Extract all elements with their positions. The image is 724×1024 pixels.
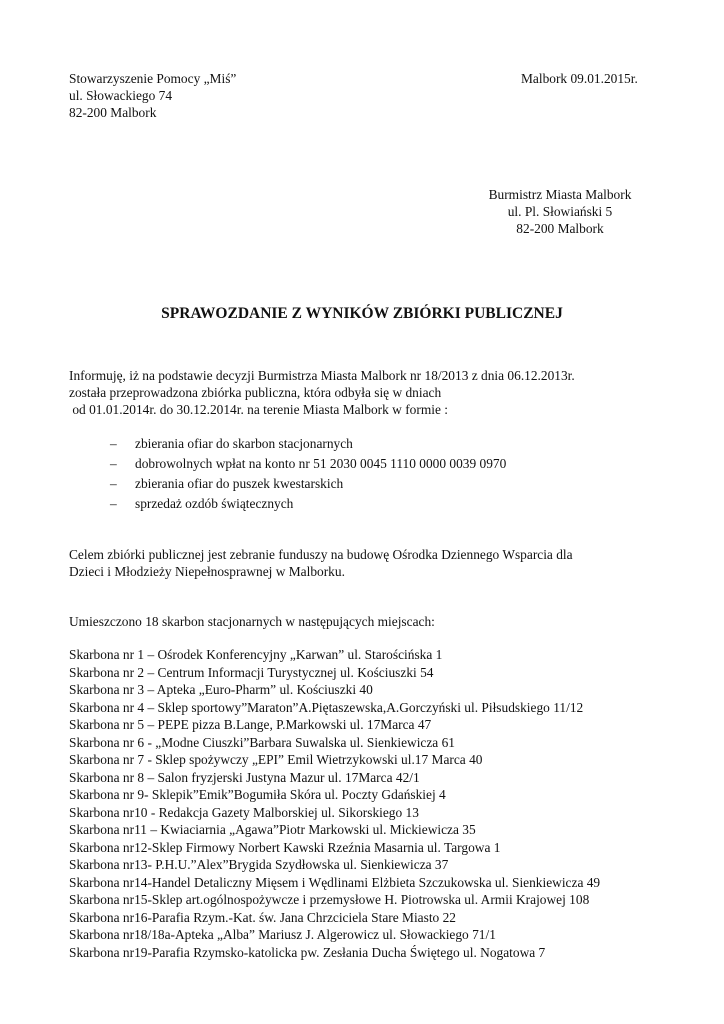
purpose-paragraph: [69, 546, 573, 580]
list-item-text: zbierania ofiar do puszek kwestarskich: [135, 476, 344, 491]
list-item: [100, 434, 506, 454]
dash-bullet: –: [110, 496, 117, 511]
dash-bullet: –: [110, 476, 117, 491]
intro-line: od 01.01.2014r. do 30.12.2014r. na terenie Miasta Malbork w formie :: [69, 402, 448, 417]
list-item-text: zbierania ofiar do skarbon stacjonarnych: [135, 436, 353, 451]
document-date: Malbork 09.01.2015r.: [521, 71, 638, 86]
recipient-name: Burmistrz Miasta Malbork: [488, 187, 632, 202]
boxes-intro: Umieszczono 18 skarbon stacjonarnych w następujących miejscach:: [69, 614, 435, 629]
intro-paragraph: [69, 367, 575, 418]
box-item: Skarbona nr15-Sklep art.ogólnospożywcze i przemysłowe H. Piotrowska ul. Armii Krajowej 108: [69, 892, 590, 907]
purpose-line: Dzieci i Młodzieży Niepełnosprawnej w Malborku.: [69, 564, 345, 579]
box-item: Skarbona nr16-Parafia Rzym.-Kat. św. Jana Chrzciciela Stare Miasto 22: [69, 909, 456, 925]
recipient-street: ul. Pl. Słowiański 5: [507, 204, 613, 219]
box-item: Skarbona nr 1 – Ośrodek Konferencyjny „Karwan” ul. Starościńska 1: [69, 647, 443, 662]
dash-bullet: –: [110, 456, 117, 471]
box-item: Skarbona nr12-Sklep Firmowy Norbert Kawski Rzeźnia Masarnia ul. Targowa 1: [69, 839, 501, 855]
box-item: Skarbona nr 2 – Centrum Informacji Turystycznej ul. Kościuszki 54: [69, 664, 434, 680]
box-item: Skarbona nr 3 – Apteka „Euro-Pharm” ul. Kościuszki 40: [69, 682, 373, 697]
box-item: Skarbona nr 7 - Sklep spożywczy „EPI” Emil Wietrzykowski ul.17 Marca 40: [69, 752, 483, 767]
collection-forms-list: [100, 434, 506, 514]
sender-name: Stowarzyszenie Pomocy „Miś”: [69, 71, 237, 86]
sender-street: ul. Słowackiego 74: [69, 88, 173, 103]
purpose-line: Celem zbiórki publicznej jest zebranie funduszy na budowę Ośrodka Dziennego Wsparcia dla: [69, 547, 573, 562]
box-item: Skarbona nr 8 – Salon fryzjerski Justyna Mazur ul. 17Marca 42/1: [69, 769, 420, 785]
box-item: Skarbona nr 6 - „Modne Ciuszki”Barbara Suwalska ul. Sienkiewicza 61: [69, 734, 455, 750]
box-item: Skarbona nr10 - Redakcja Gazety Malborskiej ul. Sikorskiego 13: [69, 804, 419, 820]
boxes-list: [69, 646, 600, 961]
box-item: Skarbona nr 4 – Sklep sportowy”Maraton”A.Piętaszewska,A.Gorczyński ul. Piłsudskiego 11/12: [69, 699, 584, 715]
box-item: Skarbona nr 9- Sklepik”Emik”Bogumiła Skóra ul. Poczty Gdańskiej 4: [69, 787, 446, 802]
recipient-city: 82-200 Malbork: [516, 221, 604, 236]
box-item: Skarbona nr 5 – PEPE pizza B.Lange, P.Markowski ul. 17Marca 47: [69, 717, 432, 732]
box-item: Skarbona nr19-Parafia Rzymsko-katolicka pw. Zesłania Ducha Świętego ul. Nogatowa 7: [69, 944, 546, 960]
sender-city: 82-200 Malbork: [69, 105, 157, 120]
list-item: [100, 494, 506, 514]
intro-line: Informuję, iż na podstawie decyzji Burmistrza Miasta Malbork nr 18/2013 z dnia 06.12.2013r.: [69, 368, 575, 383]
intro-line: została przeprowadzona zbiórka publiczna, która odbyła się w dniach: [69, 385, 442, 400]
box-item: Skarbona nr13- P.H.U.”Alex”Brygida Szydłowska ul. Sienkiewicza 37: [69, 857, 449, 872]
sender-address: [69, 70, 236, 121]
box-item: Skarbona nr14-Handel Detaliczny Mięsem i Wędlinami Elżbieta Szczukowska ul. Sienkiewicza 49: [69, 874, 601, 890]
box-item: Skarbona nr11 – Kwiaciarnia „Agawa”Piotr Markowski ul. Mickiewicza 35: [69, 822, 476, 837]
box-item: Skarbona nr18/18a-Apteka „Alba” Mariusz J. Algerowicz ul. Słowackiego 71/1: [69, 927, 496, 942]
list-item: [100, 474, 506, 494]
recipient-address: [471, 186, 649, 237]
list-item: [100, 454, 506, 474]
document-title: SPRAWOZDANIE Z WYNIKÓW ZBIÓRKI PUBLICZNEJ: [161, 305, 563, 322]
list-item-text: sprzedaż ozdób świątecznych: [135, 496, 294, 511]
dash-bullet: –: [110, 436, 117, 451]
list-item-text: dobrowolnych wpłat na konto nr 51 2030 0045 1110 0000 0039 0970: [135, 456, 507, 471]
